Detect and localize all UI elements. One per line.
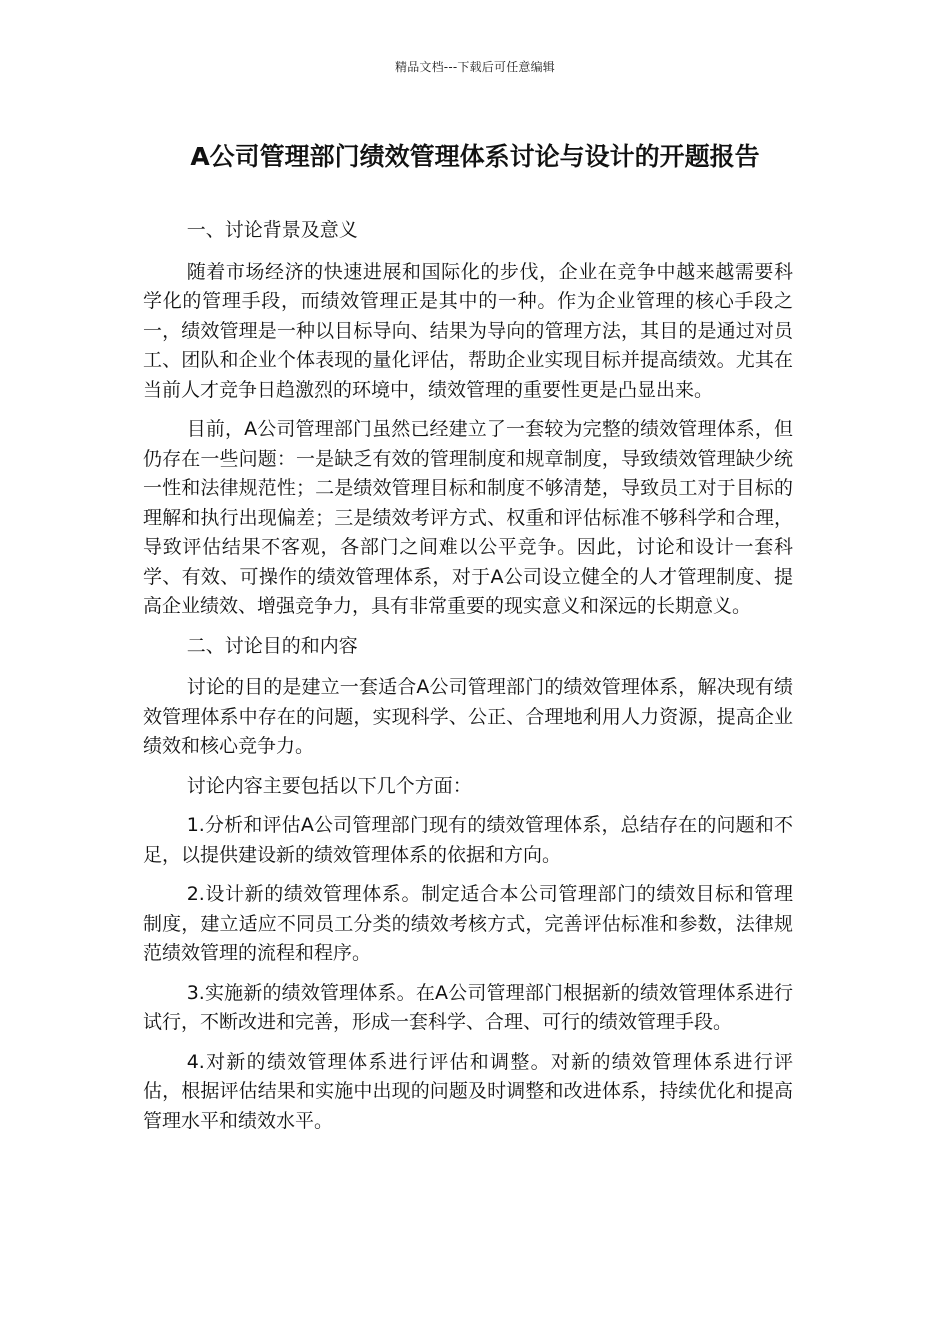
list-item-design: 2.设计新的绩效管理体系。制定适合本公司管理部门的绩效目标和管理制度，建立适应不同员工分类的绩效考核方式，完善评估标准和参数，法律规范绩效管理的流程和程序。: [143, 883, 793, 964]
section-heading-background: 一、讨论背景及意义: [186, 219, 358, 241]
document-title: A公司管理部门绩效管理体系讨论与设计的开题报告: [190, 142, 760, 171]
paragraph-current-problems: 目前，A公司管理部门虽然已经建立了一套较为完整的绩效管理体系，但仍存在一些问题：一是缺乏有效的管理制度和规章制度，导致绩效管理缺少统一性和法律规范性；二是绩效管理目标和制度不够清楚，导致员工对于目标的理解和执行出现偏差；三是绩效考评方式、权重和评估标准不够科学和合理，导致评估结果不客观，各部门之间难以公平竞争。因此，讨论和设计一套科学、有效、可操作的绩效管理体系，对于A公司设立健全的人才管理制度、提高企业绩效、增强竞争力，具有非常重要的现实意义和深远的长期意义。: [143, 418, 793, 617]
list-item-implementation: 3.实施新的绩效管理体系。在A公司管理部门根据新的绩效管理体系进行试行，不断改进和完善，形成一套科学、合理、可行的绩效管理手段。: [143, 981, 793, 1033]
document-body: [143, 216, 793, 1146]
paragraph-background: 随着市场经济的快速进展和国际化的步伐，企业在竞争中越来越需要科学化的管理手段，而绩效管理正是其中的一种。作为企业管理的核心手段之一，绩效管理是一种以目标导向、结果为导向的管理方法，其目的是通过对员工、团队和企业个体表现的量化评估，帮助企业实现目标并提高绩效。尤其在当前人才竞争日趋激烈的环境中，绩效管理的重要性更是凸显出来。: [143, 260, 793, 401]
page-header-note: 精品文档---下载后可任意编辑: [395, 60, 555, 74]
section-heading-purpose-content: 二、讨论目的和内容: [186, 634, 358, 657]
paragraph-purpose: 讨论的目的是建立一套适合A公司管理部门的绩效管理体系，解决现有绩效管理体系中存在的问题，实现科学、公正、合理地利用人力资源，提高企业绩效和核心竞争力。: [143, 676, 793, 757]
list-item-evaluation: 4.对新的绩效管理体系进行评估和调整。对新的绩效管理体系进行评估，根据评估结果和实施中出现的问题及时调整和改进体系，持续优化和提高管理水平和绩效水平。: [143, 1050, 793, 1132]
paragraph-content-intro: 讨论内容主要包括以下几个方面：: [186, 774, 472, 797]
list-item-analysis: 1.分析和评估A公司管理部门现有的绩效管理体系，总结存在的问题和不足，以提供建设新的绩效管理体系的依据和方向。: [143, 814, 793, 866]
